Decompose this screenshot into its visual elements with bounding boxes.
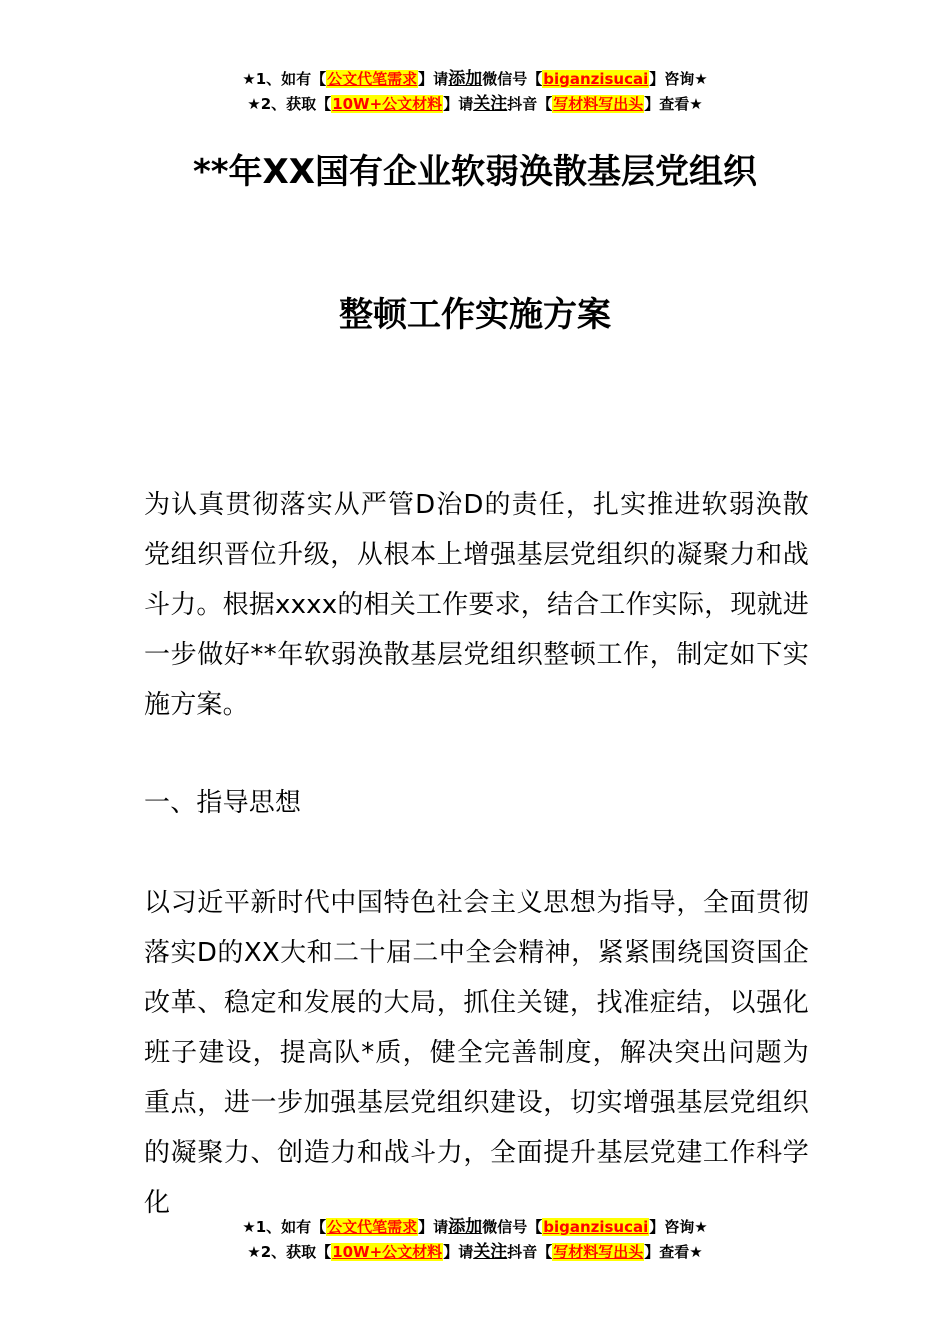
banner-line-2 (0, 92, 950, 117)
banner-emphasis: 添加 (448, 69, 483, 89)
banner-line-1 (0, 1215, 950, 1240)
document-title-line-2: 整顿工作实施方案 (339, 295, 611, 335)
wechat-id-highlight: biganzisucai (543, 1218, 649, 1236)
banner-text: 】咨询★ (649, 1218, 708, 1236)
materials-highlight: 10W+公文材料 (332, 1243, 443, 1261)
douyin-id-highlight: 写材料写出头 (553, 1243, 644, 1261)
banner-text: ★1、如有【 (242, 1218, 327, 1236)
service-highlight: 公文代笔需求 (327, 1218, 418, 1236)
banner-text: 】请 (418, 70, 449, 88)
document-title-line-1: **年XX国有企业软弱涣散基层党组织 (193, 152, 757, 192)
header-banner (0, 67, 950, 117)
guiding-thought-paragraph: 以习近平新时代中国特色社会主义思想为指导，全面贯彻落实D的XX大和二十届二中全会精神，紧紧围绕国资国企改革、稳定和发展的大局，抓住关键，找准症结，以强化班子建设，提高队*质，健全完善制度，解决突出问题为重点，进一步加强基层党组织建设，切实增强基层党组织的凝聚力、创造力和战斗力，全面提升基层党建工作科学化 (144, 888, 809, 1218)
banner-text: ★2、获取【 (247, 95, 332, 113)
douyin-id-highlight: 写材料写出头 (553, 95, 644, 113)
banner-line-1 (0, 67, 950, 92)
banner-text: 】查看★ (644, 1243, 703, 1261)
footer-banner (0, 1215, 950, 1265)
banner-text: 】查看★ (644, 95, 703, 113)
banner-text: 抖音【 (507, 95, 553, 113)
materials-highlight: 10W+公文材料 (332, 95, 443, 113)
banner-text: 微信号【 (482, 1218, 543, 1236)
banner-text: ★2、获取【 (247, 1243, 332, 1261)
banner-text: ★1、如有【 (242, 70, 327, 88)
service-highlight: 公文代笔需求 (327, 70, 418, 88)
banner-text: 】咨询★ (649, 70, 708, 88)
section-heading: 一、指导思想 (144, 788, 302, 818)
banner-text: 微信号【 (482, 70, 543, 88)
banner-emphasis: 添加 (448, 1217, 483, 1237)
banner-text: 】请 (418, 1218, 449, 1236)
banner-line-2 (0, 1240, 950, 1265)
banner-text: 抖音【 (507, 1243, 553, 1261)
intro-paragraph: 为认真贯彻落实从严管D治D的责任，扎实推进软弱涣散党组织晋位升级，从根本上增强基层党组织的凝聚力和战斗力。根据xxxx的相关工作要求，结合工作实际，现就进一步做好**年软弱涣散基层党组织整顿工作，制定如下实施方案。 (144, 490, 809, 720)
banner-emphasis: 关注 (473, 1242, 508, 1262)
wechat-id-highlight: biganzisucai (543, 70, 649, 88)
banner-emphasis: 关注 (473, 94, 508, 114)
banner-text: 】请 (443, 95, 474, 113)
banner-text: 】请 (443, 1243, 474, 1261)
